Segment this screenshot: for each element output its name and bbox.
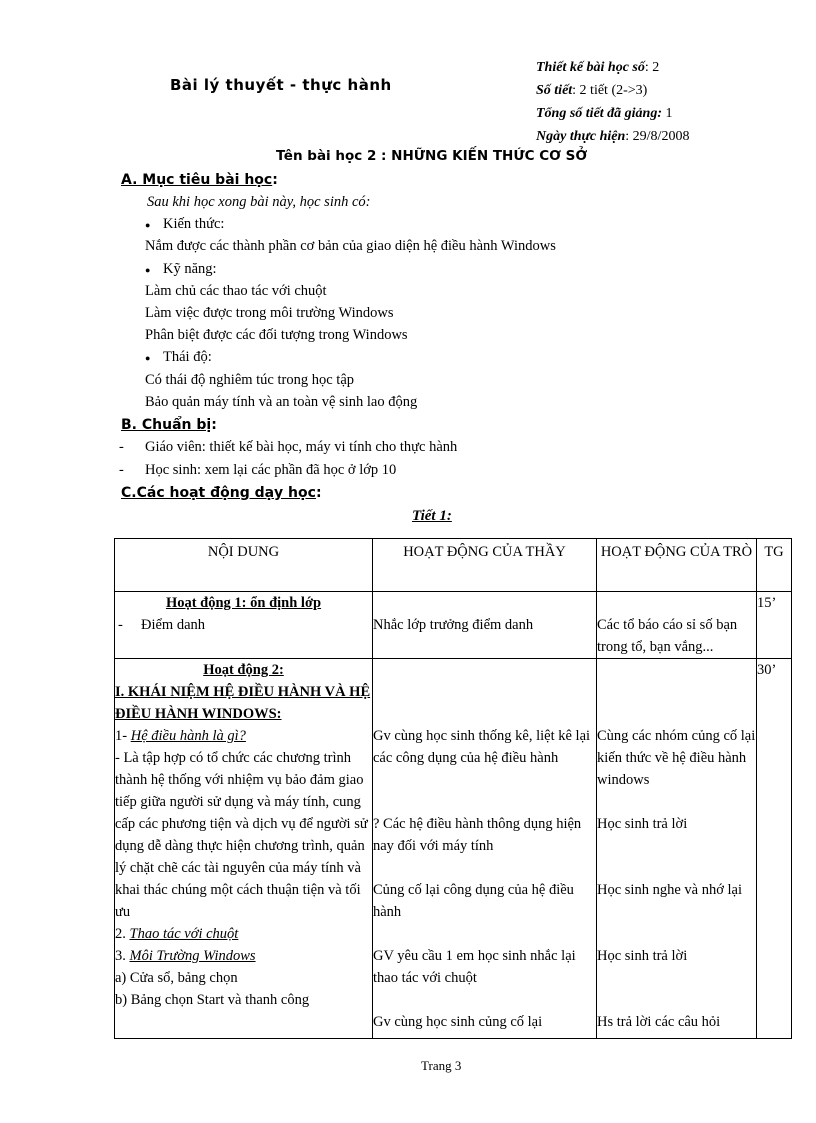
document-title: Bài lý thuyết - thực hành <box>170 76 392 94</box>
header-time: TG <box>757 539 792 592</box>
row1-time: 15’ <box>757 592 792 659</box>
teacher-step: Gv cùng học sinh thống kê, liệt kê lại các công dụng của hệ điều hành <box>373 728 591 766</box>
prep-teacher: - Giáo viên: thiết kế bài học, máy vi tính cho thực hành <box>145 439 457 456</box>
row1-teacher: Nhắc lớp trưởng điểm danh <box>373 592 597 659</box>
student-step: Hs trả lời các câu hỏi <box>597 1014 721 1030</box>
skill-item: Làm việc được trong môi trường Windows <box>145 305 394 321</box>
meta-taught-count: Tổng số tiết đã giảng: 1 <box>536 106 673 121</box>
table-header-row <box>115 539 792 592</box>
attitude-label: ● Thái độ: <box>163 349 212 366</box>
row2-content <box>115 659 373 1039</box>
subsection-3b: b) Bảng chọn Start và thanh công <box>115 992 310 1008</box>
meta-lesson-number: Thiết kế bài học số: 2 <box>536 60 660 75</box>
meta-date: Ngày thực hiện: 29/8/2008 <box>536 129 690 144</box>
teacher-step: Gv cùng học sinh củng cố lại <box>373 1014 543 1030</box>
header-student: HOẠT ĐỘNG CỦA TRÒ <box>597 539 757 592</box>
student-step: Cùng các nhóm củng cố lại kiến thức về hệ điều hành windows <box>597 728 756 788</box>
attitude-item: Bảo quản máy tính và an toàn vệ sinh lao động <box>145 394 418 410</box>
roll-call-item: - Điểm danh <box>118 617 206 633</box>
period-label: Tiết 1: <box>412 508 452 524</box>
skill-item: Làm chủ các thao tác với chuột <box>145 283 327 299</box>
row1-student: Các tổ báo cáo sỉ số bạn trong tổ, bạn vắng... <box>597 592 757 659</box>
os-definition: - Là tập hợp có tổ chức các chương trình thành hệ thống với nhiệm vụ bảo đảm giao tiếp giữa người sử dụng và máy tính, cung cấp các phương tiện và dịch vụ để người sử dụng dễ dàng thực hiện chương trình, quản lý chặt chẽ các tài nguyên của máy tính và khai thác chúng một cách thuận tiện và tối ưu <box>115 750 368 920</box>
student-step: Học sinh nghe và nhớ lại <box>597 882 742 898</box>
lesson-title: Tên bài học 2 : NHỮNG KIẾN THỨC CƠ SỞ <box>276 148 588 164</box>
subsection-3: 3. Môi Trường Windows <box>115 948 256 964</box>
header-content: NỘI DUNG <box>115 539 373 592</box>
knowledge-item: Nắm được các thành phần cơ bản của giao diện hệ điều hành Windows <box>145 238 556 254</box>
subsection-2: 2. Thao tác với chuột <box>115 926 239 942</box>
section-b-heading: B. Chuẩn bị: <box>121 417 217 433</box>
knowledge-label: ● Kiến thức: <box>163 216 224 233</box>
page-number: Trang 3 <box>421 1058 462 1073</box>
lesson-meta <box>536 56 689 148</box>
header-teacher: HOẠT ĐỘNG CỦA THẦY <box>373 539 597 592</box>
row2-time: 30’ <box>757 659 792 1039</box>
section-a-heading: A. Mục tiêu bài học: <box>121 172 278 188</box>
skills-label: ● Kỹ năng: <box>163 261 217 278</box>
section-c-heading: C.Các hoạt động dạy học: <box>121 485 322 501</box>
teacher-step: GV yêu cầu 1 em học sinh nhắc lại thao tác với chuột <box>373 948 576 986</box>
activities-table <box>114 538 792 1039</box>
section-i-title: I. KHÁI NIỆM HỆ ĐIỀU HÀNH VÀ HỆ ĐIỀU HÀNH WINDOWS: <box>115 684 371 722</box>
student-step: Học sinh trả lời <box>597 948 688 964</box>
activity-2-title: Hoạt động 2: <box>203 662 284 678</box>
attitude-item: Có thái độ nghiêm túc trong học tập <box>145 372 355 388</box>
activity-1-title: Hoạt động 1: ổn định lớp <box>165 595 322 611</box>
section-a-intro: Sau khi học xong bài này, học sinh có: <box>147 194 371 210</box>
row2-student <box>597 659 757 1039</box>
subsection-3a: a) Cửa sổ, bảng chọn <box>115 970 238 986</box>
teacher-step: ? Các hệ điều hành thông dụng hiện nay đối với máy tính <box>373 816 582 854</box>
teacher-step: Củng cố lại công dụng của hệ điều hành <box>373 882 574 920</box>
table-row <box>115 659 792 1039</box>
prep-student: - Học sinh: xem lại các phần đã học ở lớp 10 <box>145 462 396 479</box>
skill-item: Phân biệt được các đối tượng trong Windows <box>145 327 408 343</box>
meta-periods: Số tiết: 2 tiết (2->3) <box>536 83 648 98</box>
row1-content <box>115 592 373 659</box>
row2-teacher <box>373 659 597 1039</box>
subsection-1: 1- Hệ điều hành là gì? <box>115 728 246 744</box>
table-row <box>115 592 792 659</box>
student-step: Học sinh trả lời <box>597 816 688 832</box>
